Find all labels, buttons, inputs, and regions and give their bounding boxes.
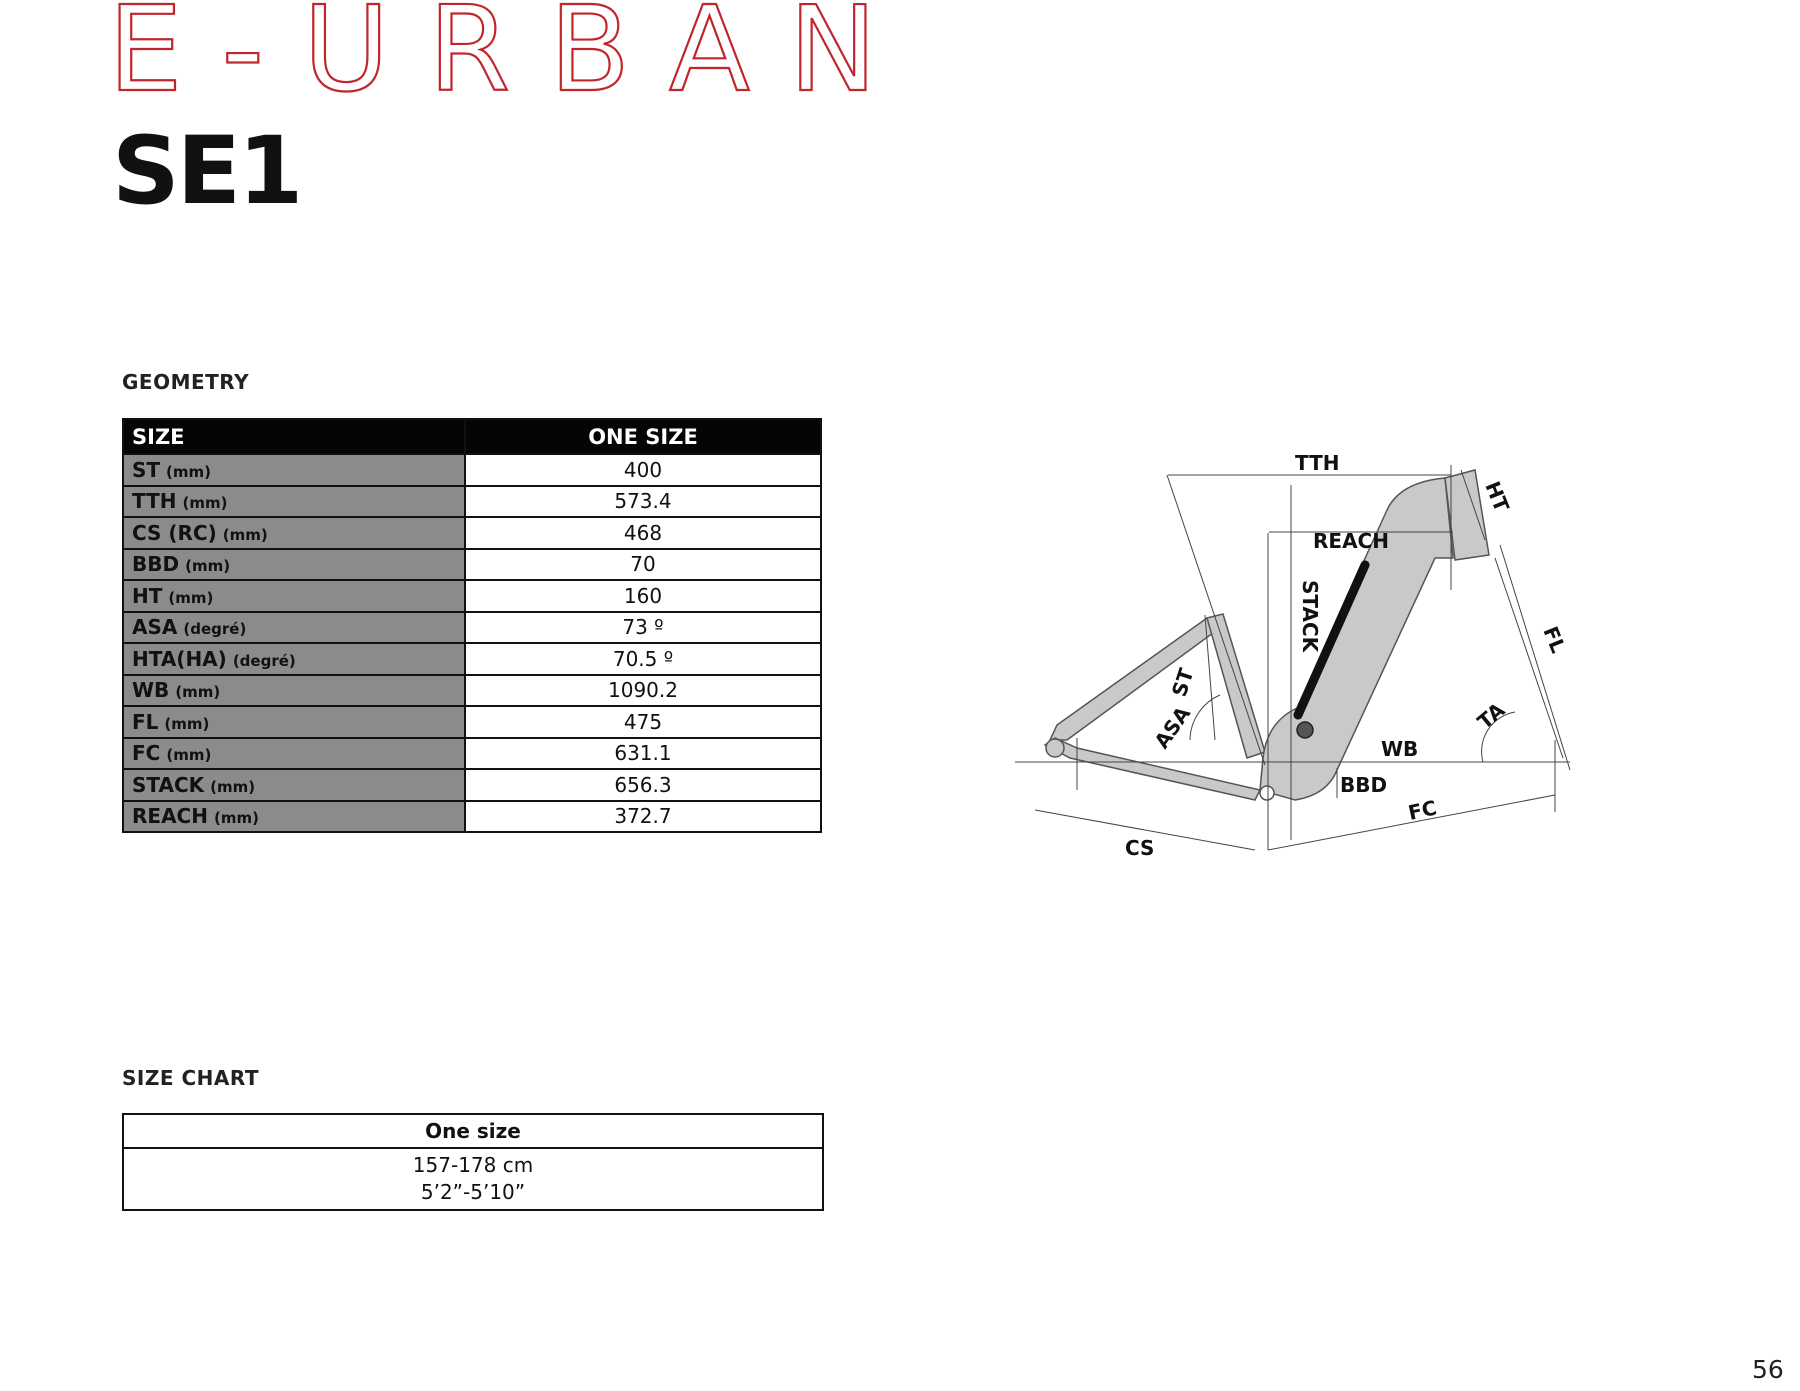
parameter-name: BBD	[132, 552, 180, 577]
parameter-value: 656.3	[465, 769, 821, 801]
parameter-cell	[123, 486, 465, 518]
label-fl: FL	[1538, 622, 1571, 657]
height-range-cm: 157-178 cm	[412, 1153, 534, 1177]
brand-wordmark	[108, 0, 908, 110]
geometry-table	[122, 418, 822, 833]
table-row	[123, 769, 821, 801]
parameter-unit: (mm)	[210, 777, 256, 796]
parameter-cell	[123, 454, 465, 486]
parameter-cell	[123, 580, 465, 612]
parameter-value: 73 º	[465, 612, 821, 644]
table-row	[123, 612, 821, 644]
parameter-cell	[123, 517, 465, 549]
label-wb: WB	[1381, 737, 1419, 761]
size-chart-row	[123, 1148, 823, 1210]
parameter-cell	[123, 801, 465, 833]
parameter-value: 400	[465, 454, 821, 486]
size-chart-header-row	[123, 1114, 823, 1148]
label-st: ST	[1166, 665, 1199, 700]
parameter-value: 468	[465, 517, 821, 549]
label-ta: TA	[1472, 697, 1510, 734]
parameter-unit: (mm)	[166, 746, 212, 765]
table-row	[123, 675, 821, 707]
parameter-value: 70.5 º	[465, 643, 821, 675]
label-ht: HT	[1480, 477, 1515, 516]
size-chart-header: One size	[123, 1114, 823, 1148]
table-row	[123, 580, 821, 612]
parameter-value: 475	[465, 706, 821, 738]
size-chart-heading: SIZE CHART	[122, 1066, 260, 1090]
parameter-name: FL	[132, 709, 159, 734]
parameter-value: 631.1	[465, 738, 821, 770]
parameter-unit: (mm)	[182, 494, 228, 513]
parameter-unit: (mm)	[222, 525, 268, 544]
parameter-unit: (mm)	[213, 809, 259, 828]
table-row	[123, 801, 821, 833]
parameter-name: WB	[132, 678, 170, 703]
brand-title: E-URBAN	[108, 0, 883, 110]
table-row	[123, 517, 821, 549]
table-row	[123, 706, 821, 738]
table-row	[123, 486, 821, 518]
parameter-unit: (degré)	[232, 651, 296, 670]
column-header-one-size: ONE SIZE	[465, 419, 821, 454]
parameter-value: 573.4	[465, 486, 821, 518]
parameter-name: CS (RC)	[132, 520, 217, 545]
parameter-unit: (degré)	[183, 620, 247, 639]
geometry-header-row	[123, 419, 821, 454]
label-fc: FC	[1406, 795, 1439, 825]
frame-shape	[1045, 470, 1489, 800]
parameter-name: TTH	[132, 489, 177, 514]
model-title: SE1	[112, 117, 301, 226]
column-header-size: SIZE	[123, 419, 465, 454]
parameter-unit: (mm)	[168, 588, 214, 607]
label-tth: TTH	[1295, 451, 1340, 475]
parameter-name: ASA	[132, 615, 178, 640]
parameter-value: 70	[465, 549, 821, 581]
parameter-cell	[123, 769, 465, 801]
parameter-unit: (mm)	[175, 683, 221, 702]
parameter-cell	[123, 738, 465, 770]
parameter-cell	[123, 675, 465, 707]
table-row	[123, 738, 821, 770]
frame-geometry-diagram	[1015, 440, 1595, 860]
parameter-unit: (mm)	[164, 714, 210, 733]
parameter-cell	[123, 706, 465, 738]
label-asa: ASA	[1149, 701, 1196, 753]
parameter-cell	[123, 643, 465, 675]
size-chart-table	[122, 1113, 824, 1211]
parameter-value: 1090.2	[465, 675, 821, 707]
parameter-value: 372.7	[465, 801, 821, 833]
parameter-name: REACH	[132, 804, 208, 829]
parameter-unit: (mm)	[166, 462, 212, 481]
table-row	[123, 454, 821, 486]
parameter-unit: (mm)	[185, 557, 231, 576]
parameter-name: STACK	[132, 772, 205, 797]
parameter-cell	[123, 612, 465, 644]
parameter-name: HTA(HA)	[132, 646, 227, 671]
table-row	[123, 549, 821, 581]
label-stack: STACK	[1298, 580, 1322, 653]
parameter-name: ST	[132, 457, 161, 482]
label-reach: REACH	[1313, 529, 1389, 553]
parameter-value: 160	[465, 580, 821, 612]
label-bbd: BBD	[1340, 773, 1388, 797]
parameter-cell	[123, 549, 465, 581]
height-range-ft: 5’2”-5’10”	[420, 1180, 526, 1204]
parameter-name: FC	[132, 741, 161, 766]
label-cs: CS	[1125, 836, 1155, 860]
table-row	[123, 643, 821, 675]
parameter-name: HT	[132, 583, 163, 608]
size-chart-heights	[123, 1148, 823, 1210]
page-number: 56	[1752, 1355, 1784, 1384]
geometry-heading: GEOMETRY	[122, 370, 250, 394]
